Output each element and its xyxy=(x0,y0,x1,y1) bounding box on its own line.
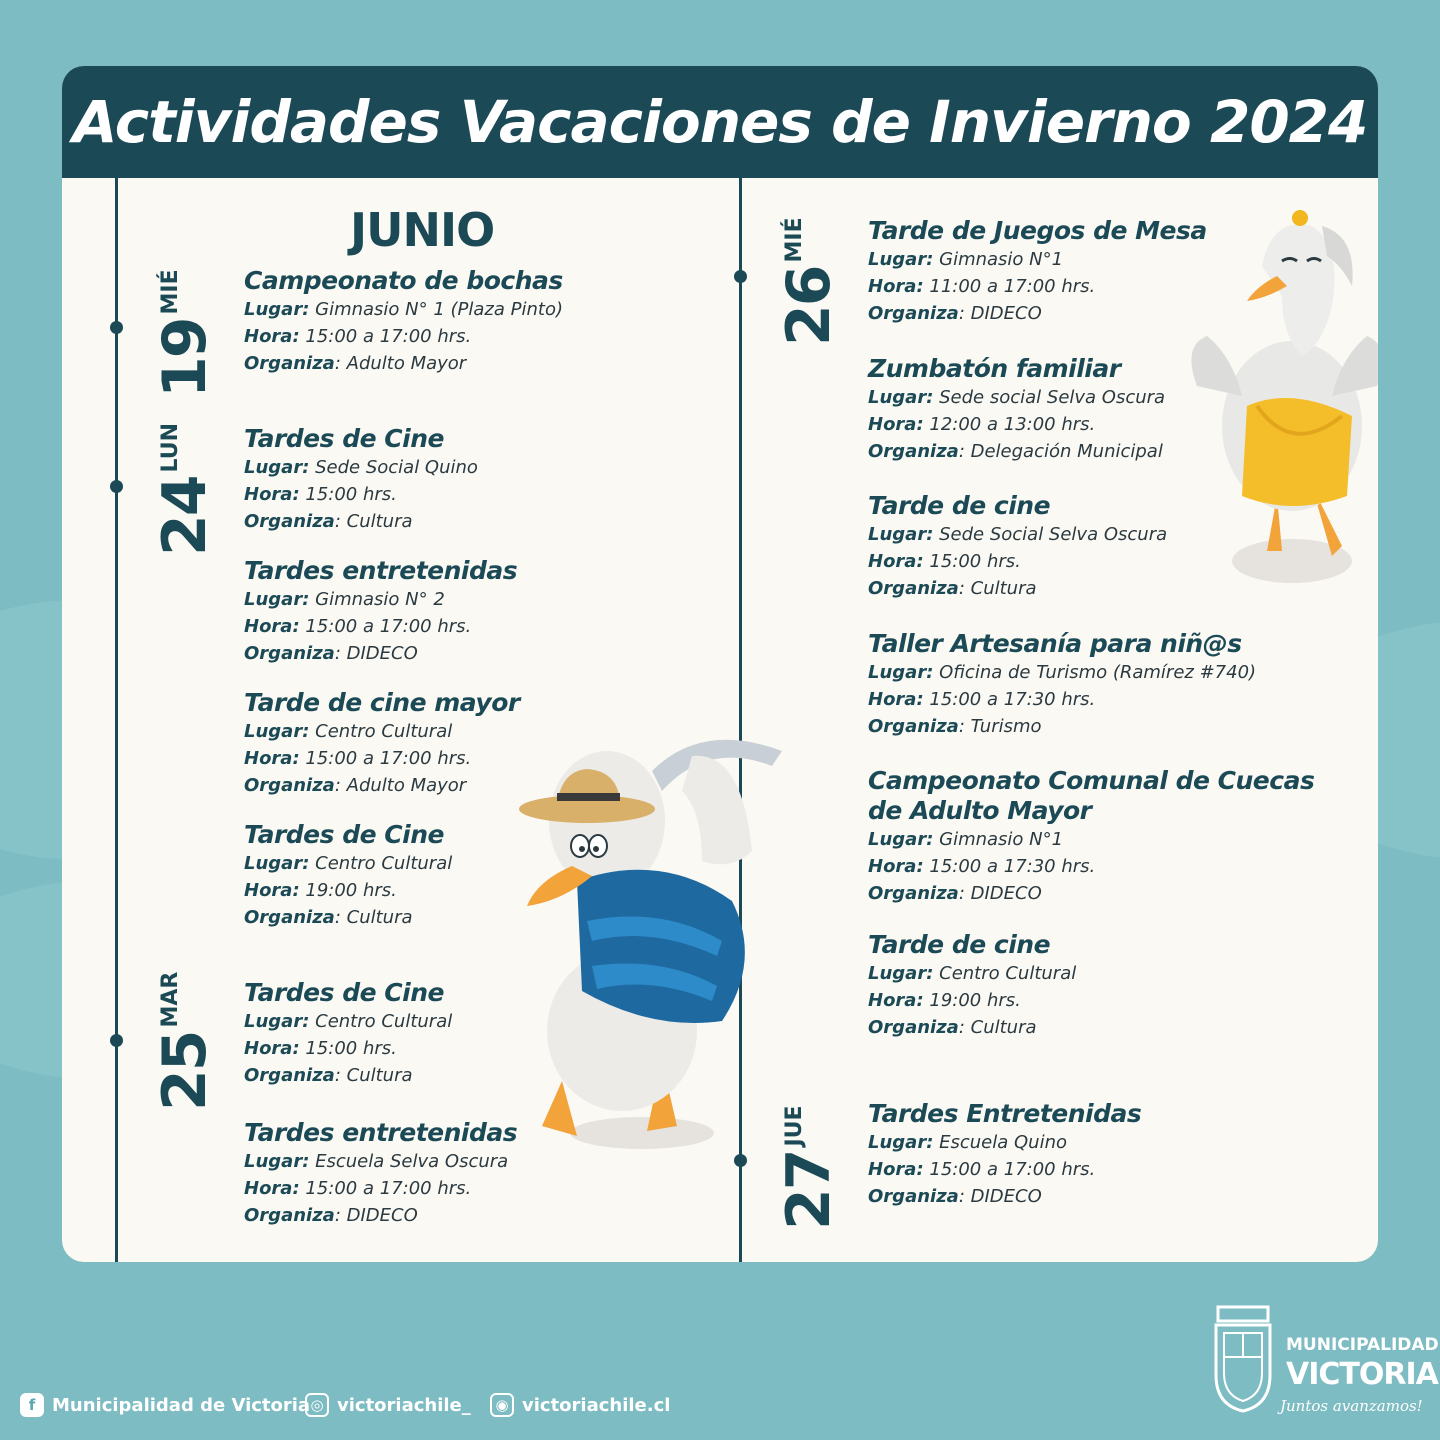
event-title: Tarde de cine xyxy=(868,491,1051,520)
event-hora: Hora: 11:00 a 17:00 hrs. xyxy=(868,276,1096,297)
date-weekday: JUE xyxy=(782,1105,807,1147)
event-title: Tardes de Cine xyxy=(244,820,444,849)
event-organiza: Organiza: DIDECO xyxy=(868,883,1042,904)
event-lugar: Lugar: Centro Cultural xyxy=(868,963,1077,984)
event-hora: Hora: 15:00 a 17:00 hrs. xyxy=(244,1178,472,1199)
event-title: Campeonato de bochas xyxy=(244,266,563,295)
schedule-card xyxy=(62,66,1378,1262)
event-lugar: Lugar: Sede Social Quino xyxy=(244,457,478,478)
timeline-dot xyxy=(110,321,123,334)
footer-instagram[interactable] xyxy=(305,1390,471,1420)
event-title: Zumbatón familiar xyxy=(868,354,1121,383)
event-title: Tarde de Juegos de Mesa xyxy=(868,216,1207,245)
event-item xyxy=(244,266,764,377)
logo-slogan: Juntos avanzamos! xyxy=(1280,1397,1423,1415)
event-title: Tardes Entretenidas xyxy=(868,1099,1142,1128)
event-organiza: Organiza: Cultura xyxy=(244,1065,413,1086)
event-title: Tardes de Cine xyxy=(244,424,444,453)
event-title: Tardes entretenidas xyxy=(244,556,518,585)
facebook-label: Municipalidad de Victoria xyxy=(52,1394,311,1416)
instagram-label: victoriachile_ xyxy=(337,1394,471,1416)
event-organiza: Organiza: DIDECO xyxy=(868,303,1042,324)
event-hora: Hora: 15:00 a 17:00 hrs. xyxy=(244,616,472,637)
date-number: 25 xyxy=(150,1031,220,1111)
event-hora: Hora: 15:00 a 17:30 hrs. xyxy=(868,689,1096,710)
event-hora: Hora: 12:00 a 13:00 hrs. xyxy=(868,414,1096,435)
event-lugar: Lugar: Gimnasio N°1 xyxy=(868,829,1064,850)
logo-line1: MUNICIPALIDAD xyxy=(1286,1335,1439,1355)
event-title-line2: de Adulto Mayor xyxy=(868,796,1092,825)
event-item xyxy=(244,556,764,667)
event-title: Tarde de cine xyxy=(868,930,1051,959)
event-hora: Hora: 15:00 hrs. xyxy=(244,1038,397,1059)
event-lugar: Lugar: Oficina de Turismo (Ramírez #740) xyxy=(868,662,1257,683)
event-organiza: Organiza: Adulto Mayor xyxy=(244,775,467,796)
event-title: Taller Artesanía para niñ@s xyxy=(868,629,1242,658)
event-organiza: Organiza: Delegación Municipal xyxy=(868,441,1163,462)
event-hora: Hora: 15:00 a 17:00 hrs. xyxy=(868,1159,1096,1180)
coat-of-arms-icon xyxy=(1210,1305,1276,1415)
event-lugar: Lugar: Gimnasio N° 2 xyxy=(244,589,445,610)
event-organiza: Organiza: Cultura xyxy=(868,1017,1037,1038)
event-hora: Hora: 19:00 hrs. xyxy=(868,990,1021,1011)
event-organiza: Organiza: DIDECO xyxy=(868,1186,1042,1207)
footer-facebook[interactable] xyxy=(20,1390,310,1420)
event-organiza: Organiza: Turismo xyxy=(868,716,1042,737)
event-item xyxy=(868,354,1378,465)
event-lugar: Lugar: Centro Cultural xyxy=(244,721,453,742)
event-organiza: Organiza: Cultura xyxy=(868,578,1037,599)
date-number: 26 xyxy=(774,266,844,346)
municipality-logo xyxy=(1210,1305,1439,1425)
date-weekday: MIÉ xyxy=(782,217,807,263)
event-lugar: Lugar: Escuela Selva Oscura xyxy=(244,1151,509,1172)
event-lugar: Lugar: Sede social Selva Oscura xyxy=(868,387,1166,408)
date-19 xyxy=(150,258,220,398)
date-weekday: MIÉ xyxy=(158,269,183,315)
event-organiza: Organiza: DIDECO xyxy=(244,643,418,664)
timeline-dot xyxy=(110,480,123,493)
footer-web[interactable] xyxy=(490,1390,670,1420)
event-title: Tardes entretenidas xyxy=(244,1118,518,1147)
event-lugar: Lugar: Escuela Quino xyxy=(868,1132,1068,1153)
event-item xyxy=(244,820,764,931)
event-item xyxy=(244,688,764,799)
event-hora: Hora: 15:00 a 17:00 hrs. xyxy=(244,748,472,769)
event-organiza: Organiza: Cultura xyxy=(244,511,413,532)
date-number: 19 xyxy=(150,318,220,398)
event-organiza: Organiza: Adulto Mayor xyxy=(244,353,467,374)
event-item xyxy=(868,629,1378,740)
event-hora: Hora: 15:00 hrs. xyxy=(868,551,1021,572)
event-lugar: Lugar: Centro Cultural xyxy=(244,1011,453,1032)
event-organiza: Organiza: Cultura xyxy=(244,907,413,928)
event-item xyxy=(868,930,1378,1041)
event-hora: Hora: 15:00 hrs. xyxy=(244,484,397,505)
event-lugar: Lugar: Gimnasio N°1 xyxy=(868,249,1064,270)
event-title: Tardes de Cine xyxy=(244,978,444,1007)
facebook-icon: f xyxy=(20,1393,44,1417)
event-item xyxy=(868,766,1378,907)
left-timeline xyxy=(115,178,118,1262)
title-banner xyxy=(62,66,1378,178)
globe-icon: ◉ xyxy=(490,1393,514,1417)
date-weekday: LUN xyxy=(158,422,183,473)
event-item xyxy=(868,216,1378,327)
event-hora: Hora: 15:00 a 17:30 hrs. xyxy=(868,856,1096,877)
event-item xyxy=(868,491,1378,602)
event-item xyxy=(868,1099,1378,1210)
date-weekday: MAR xyxy=(158,971,183,1028)
event-item xyxy=(244,978,764,1089)
event-hora: Hora: 15:00 a 17:00 hrs. xyxy=(244,326,472,347)
month-heading: JUNIO xyxy=(350,203,495,257)
web-label: victoriachile.cl xyxy=(522,1394,671,1416)
date-26 xyxy=(774,206,844,346)
event-item xyxy=(244,1118,764,1229)
page-title: Actividades Vacaciones de Invierno 2024 xyxy=(72,88,1368,156)
date-number: 24 xyxy=(150,476,220,556)
event-item xyxy=(244,424,764,535)
event-title: Campeonato Comunal de Cuecas xyxy=(868,766,1315,795)
logo-line2: VICTORIA xyxy=(1286,1357,1438,1392)
timeline-dot xyxy=(110,1034,123,1047)
date-24 xyxy=(150,416,220,556)
event-organiza: Organiza: DIDECO xyxy=(244,1205,418,1226)
event-lugar: Lugar: Sede Social Selva Oscura xyxy=(868,524,1168,545)
instagram-icon: ◎ xyxy=(305,1393,329,1417)
date-25 xyxy=(150,971,220,1111)
event-hora: Hora: 19:00 hrs. xyxy=(244,880,397,901)
event-lugar: Lugar: Centro Cultural xyxy=(244,853,453,874)
event-title: Tarde de cine mayor xyxy=(244,688,520,717)
event-lugar: Lugar: Gimnasio N° 1 (Plaza Pinto) xyxy=(244,299,563,320)
date-number: 27 xyxy=(774,1150,844,1230)
